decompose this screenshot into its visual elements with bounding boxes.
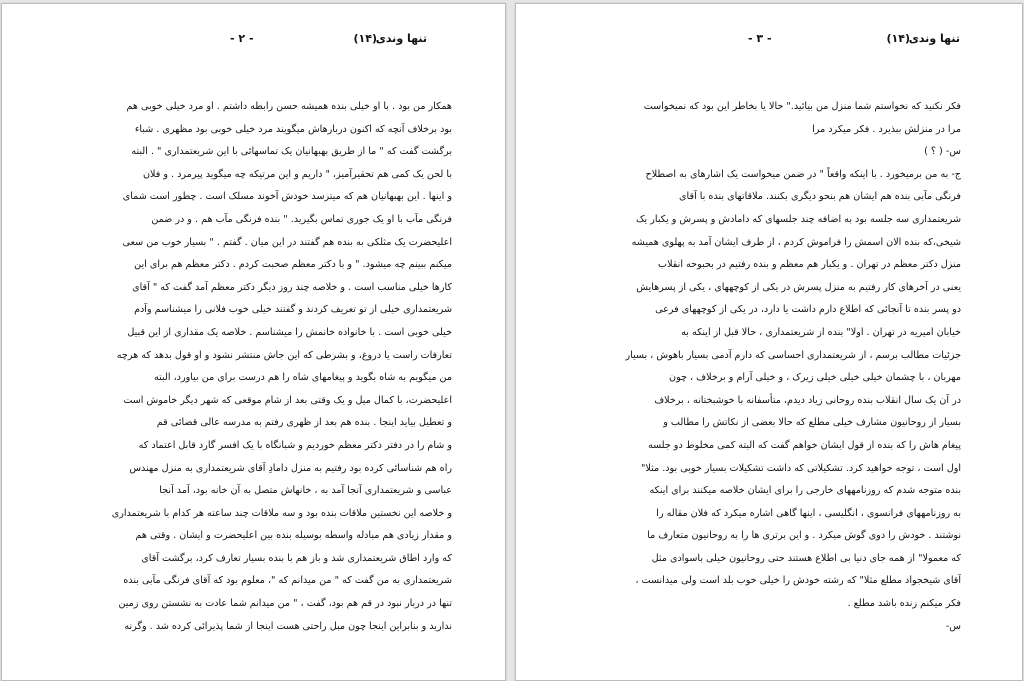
header-number: (۱۴) (886, 32, 910, 45)
text-line: س- (945, 620, 961, 632)
text-line: همکار من بود . با او خیلی بنده همیشه حسن رابطه داشتم . او مرد خیلی خوبی هم (126, 101, 452, 112)
text-line: شریعتمداری سه جلسه بود به اضافه چند جلسهای که دامادش و پسرش و یکبار یک (635, 213, 961, 225)
text-line: راه هم شناسائی کرده بود رفتیم به منزل دامادِ آقای شریعتمداری به منزل مهندس (129, 462, 452, 474)
text-line: و شام را در دفتر دکتر معظم خوردیم و شبانگاه با یک افسر گارد قابل اعتماد که (138, 439, 452, 451)
left-page (1, 3, 506, 681)
text-line: خیلی خوبی است . با خانواده خانمش را میشناسم . خلاصه یک مقداری از این قبیل (127, 326, 452, 338)
text-line: س- ( ؟ ) (924, 146, 961, 158)
header-title: تنها وندی (375, 32, 427, 45)
text-line: و مقدار زیادی هم مبادله واسطه بوسیله بنده بین اعلیحضرت و ایشان . وقتی هم (135, 530, 452, 542)
text-line: جزئیات مطالب برسم ، از شریعتمداری احساسی که دارم آدمی بسیار باهوش ، بسیار (625, 349, 961, 361)
text-line: که معمولا" از همه جای دنیا بی اطلاع هستند حتی روحانیون خیلی باسوادی مثل (651, 552, 961, 564)
text-line: من میگویم به شاه بگوید و پیغامهای شاه را هم درست برای من بیاورد، البته (154, 372, 452, 384)
text-line: آقای شیخجواد مطلع مثلا" که رشته خودش را خیلی خوب بلد است ولی میدانست ، (635, 575, 961, 587)
text-line: در آن یک سال انقلاب بنده روحانی زیاد دیدم، متأسفانه با خوشبختانه ، برخلاف (654, 394, 961, 406)
text-line: برگشت گفت که " ما از طریق بهبهانیان یک تماسهائی با این شریعتمداری " . البته (131, 146, 452, 158)
text-line: تنها در دربار نبود در قم هم بود، گفت ، " من میدانم شما عادت به نشستن روی زمین (118, 598, 452, 610)
text-line: بنده متوجه شدم که روزنامههای خارجی را برای ایشان خلاصه میکنند برای اینکه (649, 485, 961, 497)
text-line: فرنگی مآب با او یک جوری تماس بگیرید. " بنده فرنگی مآب هم . و در ضمن (151, 213, 452, 225)
text-line: اعلیحضرت، با کمال میل و یک وقتی بعد از شام موقعی که شهر دیگر خاموش است (123, 394, 452, 406)
page-number: - ۲ - (230, 32, 254, 45)
text-line: مرا در منزلش ببذیرد . فکر میکرد مرا (812, 123, 961, 135)
body-text (70, 96, 452, 638)
text-line: عباسی و شریعتمداری آنجا آمد به ، خانهاش متصل به آن خانه بود، آمد آنجا (159, 485, 452, 497)
text-line: اول است ، توجه خواهید کرد. تشکیلاتی که داشت تشکیلات بسیار خوبی بود. مثلا" (640, 462, 961, 474)
text-line: تعارفات راست یا دروغ، و بشرطی که این جاش منتشر نشود و او قول بدهد که هرچه (116, 349, 452, 361)
text-line: خیابان امیریه در تهران . اولا" بنده از شریعتمداری ، حالا قبل از اینکه به (681, 326, 961, 338)
text-line: فرنگی مآبی بنده هم ایشان هم بنحو دیگری بکنند. ملاقاتهای بنده با آقای (679, 191, 961, 203)
text-line: بسیار از روحانیون مشارف خیلی مطلع که حالا بعضی از نکاتش را مطالب و (663, 417, 961, 429)
text-line: و اینها . این بهبهانیان هم که میترسد خودش آخوند مسلک است . چطور است شمای (122, 191, 452, 203)
text-line: فکر میکنم زنده باشد مطلع . (847, 598, 961, 610)
text-line: و خلاصه این نخستین ملاقات بنده بود و سه ملاقات چند ساعته هر کدام با شریعتمداری (111, 507, 452, 519)
text-line: ج- به من برمیخورد . با اینکه واقعاً " در ضمن میخواست یک اشارهای به اصطلاح (645, 168, 961, 180)
text-line: ندارید و بنابراین اینجا چون مبل راحتی هست اینجا از شما پذیرائی کرده شد . وگرنه (124, 620, 452, 632)
page-number: - ۳ - (748, 32, 772, 45)
text-line: شریعتمداری به من گفت که " من میدانم که "، معلوم بود که آقای فرنگی مآبی بنده (123, 575, 452, 587)
text-line: و تعطیل بیاید اینجا . بنده هم بعد از ظهری رفتم به مدرسه عالی قضائی قم (156, 417, 452, 429)
header-number: (۱۴) (353, 32, 377, 45)
text-line: کارها خیلی مناسب است . و خلاصه چند روز دیگر دکتر معظم آمد گفت که " آقای (132, 281, 452, 293)
text-line: دو پسر بنده تا آنجائی که اطلاع دارم داشت یا دارد، در یکی از کوچههای فرعی (655, 304, 961, 316)
text-line: شیخی،که بنده الان اسمش را فراموش کردم ، از طرف ایشان آمد به پهلوی همیشه (631, 236, 961, 248)
text-line: یعنی در آخرهای کار رفتیم به منزل پسرش در یکی از کوچههای ، یکی از پسرهایش (636, 281, 961, 293)
text-line: مهربان ، با چشمان خیلی خیلی خیلی زیرک ، و خیلی آرام و برخلاف ، چون (669, 372, 961, 384)
text-line: شریعتمداری خیلی از تو تعریف کردند و گفتند خیلی خوب فلانی را میشناسم وآدم (134, 304, 452, 316)
text-line: نوشتند . خودش را دوی گوش میکرد . و این برتری ها را به روحانیون متعارف ما (647, 530, 961, 542)
text-line: که وارد اطاق شریعتمداری شد و باز هم با بنده بسیار تعارف کرد، برگشت آقای (141, 552, 452, 564)
text-line: با لحن یک کمی هم تحقیرآمیز، " داریم و این مرتیکه چه میگوید پیرمرد . و فلان (142, 168, 452, 180)
header-title: تنها وندی (908, 32, 960, 45)
text-line: پیغام هاش را که بنده از قول ایشان خواهم گفت که البته کمی مخلوط دو جلسه (647, 439, 961, 451)
text-line: بود برخلاف آنچه که اکنون دربارهاش میگویند مرد خیلی خوبی بود مظهری . شباء (134, 123, 452, 135)
text-line: اعلیحضرت یک مثلکی به بنده هم گفتند در این میان . گفتم . " بسیار خوب من سعی (122, 236, 452, 248)
text-line: میکنم ببینم چه میشود. " و با دکتر معظم صحبت کردم . دکتر معظم هم برای این (134, 259, 452, 271)
text-line: منزل دکتر معظم در تهران . و یکبار هم معظم و بنده رفتیم در بحبوحه انقلاب (658, 259, 961, 271)
text-line: به روزنامههای فرانسوی ، انگلیسی ، اینها گاهی اشاره میکرد که فلان مقاله را (656, 507, 961, 519)
text-line: فکر نکنید که نخواستم شما منزل من بیائید." حالا یا بخاطر این بود که نمیخواست (643, 101, 961, 112)
right-page (515, 3, 1023, 681)
body-text (579, 96, 961, 638)
